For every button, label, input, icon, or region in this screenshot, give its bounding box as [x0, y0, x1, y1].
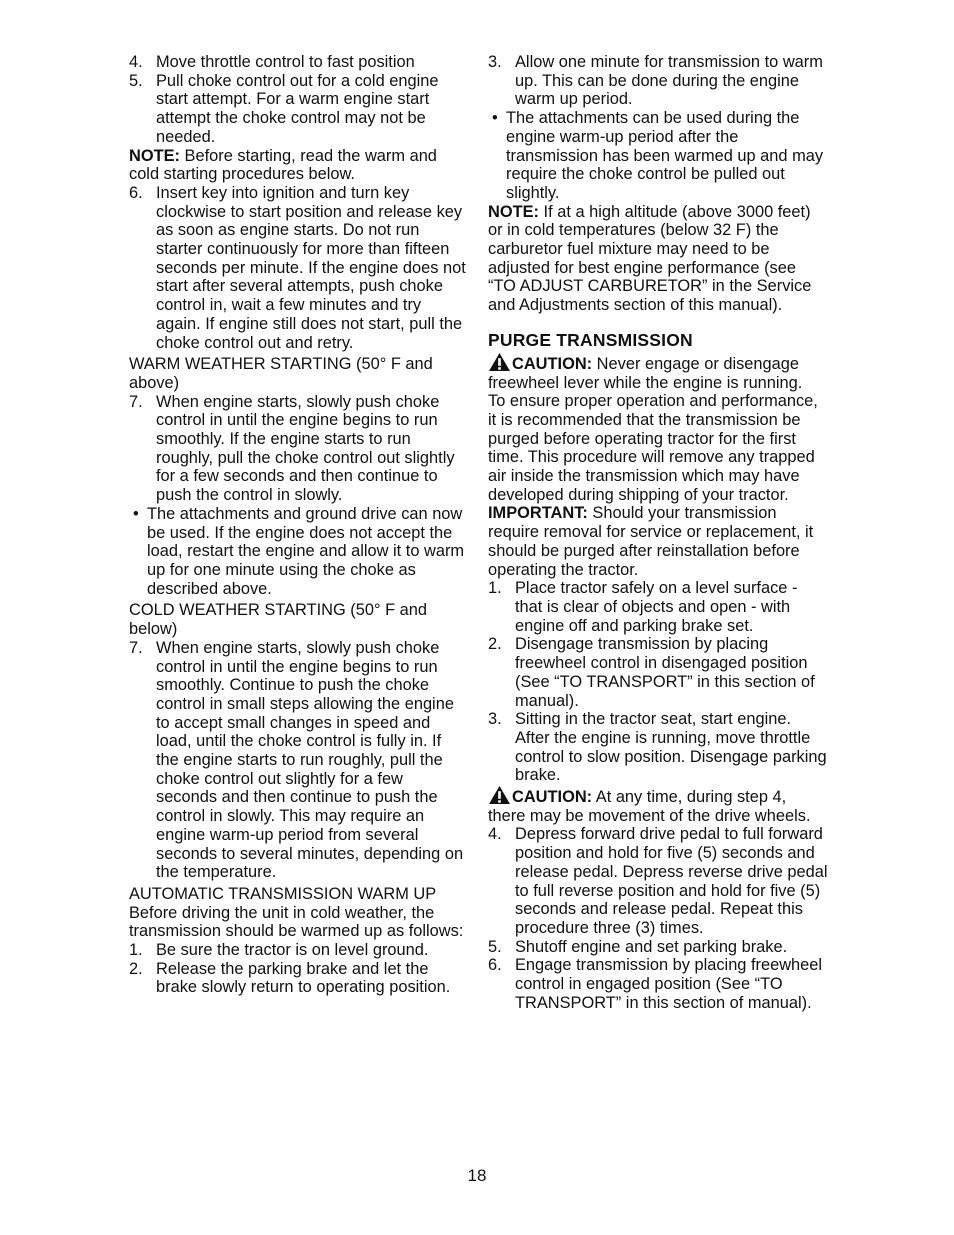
- item-text: The attachments and ground drive can now be used. If the engine does not accept the load, restart the engine and allow it to warm up for one minute using the choke as described above.: [147, 504, 465, 598]
- item-text: When engine starts, slowly push choke control in until the engine begins to run smoothly. Continue to push the choke control in small steps allowing the engine to accept small changes in speed and load, until the choke control is fully in. If the engine starts to run roughly, pull the choke control out slightly for a few seconds and then continue to push the control in slowly. This may require an engine warm-up period from several seconds to several minutes, depending on the temperature.: [156, 638, 464, 882]
- warm-weather-heading: WARM WEATHER STARTING (50° F and above): [129, 355, 433, 392]
- warning-triangle-icon: [488, 352, 511, 372]
- list-item: [129, 960, 467, 997]
- list-item: [488, 938, 828, 957]
- list-item: [488, 825, 828, 937]
- item-number: 4.: [129, 53, 143, 71]
- caution-label: CAUTION:: [512, 354, 593, 373]
- important-label: IMPORTANT:: [488, 504, 588, 523]
- item-text: Depress forward drive pedal to full forward position and hold for five (5) seconds and release pedal. Depress reverse drive pedal to full reverse position and hold for five (5) seconds and release pedal. Repeat this procedure three (3) times.: [515, 825, 828, 937]
- bullet-icon: •: [133, 504, 139, 523]
- item-text: Pull choke control out for a cold engine start attempt. For a warm engine start attempt the choke control may not be needed.: [156, 71, 439, 146]
- item-text: Engage transmission by placing freewheel control in engaged position (See “TO TRANSPORT” in this section of manual).: [515, 956, 823, 1012]
- item-number: 6.: [129, 183, 143, 202]
- note-paragraph: [488, 203, 828, 315]
- note-paragraph: [129, 147, 467, 184]
- list-item: [129, 941, 467, 960]
- item-number: 1.: [488, 579, 502, 598]
- list-item: [488, 635, 828, 710]
- item-text: Be sure the tractor is on level ground.: [156, 941, 429, 960]
- caution-paragraph: [488, 785, 828, 825]
- note-label: NOTE:: [488, 202, 539, 221]
- note-text: Before starting, read the warm and cold starting procedures below.: [129, 146, 437, 184]
- item-text: Release the parking brake and let the brake slowly return to operating position.: [156, 959, 451, 997]
- right-column: [488, 53, 828, 1012]
- item-text: Move throttle control to fast position: [156, 53, 415, 71]
- warning-triangle-icon: [488, 785, 511, 805]
- note-text: If at a high altitude (above 3000 feet) or in cold temperatures (below 32 F) the carburetor fuel mixture may need to be adjusted for best engine performance (see “TO ADJUST CARBURETOR” in the Service and Adjustments section of this manual).: [488, 202, 812, 315]
- list-item: [488, 53, 828, 109]
- list-item: [129, 184, 467, 352]
- caution-text: Never engage or disengage freewheel lever while the engine is running.: [488, 354, 803, 392]
- important-paragraph: [488, 504, 828, 579]
- item-number: 2.: [129, 959, 143, 978]
- list-item: [488, 579, 828, 635]
- list-item: [129, 393, 467, 505]
- page-number: 18: [467, 1166, 487, 1185]
- list-item: [488, 710, 828, 785]
- list-item: [129, 639, 467, 882]
- bullet-item: [129, 505, 467, 599]
- item-text: Shutoff engine and set parking brake.: [515, 937, 788, 956]
- item-number: 5.: [129, 71, 143, 90]
- list-item: [488, 956, 828, 1012]
- item-number: 3.: [488, 710, 502, 729]
- auto-transmission-heading: AUTOMATIC TRANSMISSION WARM UP: [129, 884, 437, 903]
- bullet-item: [488, 109, 828, 203]
- item-number: 3.: [488, 53, 502, 71]
- item-number: 7.: [129, 392, 143, 411]
- list-item: [129, 72, 467, 147]
- item-text: Insert key into ignition and turn key clockwise to start position and release key as soon as engine starts. Do not run starter continuously for more than fifteen seconds per minute. If the engine does not start after several attempts, push choke control in, wait a few minutes and try again. If engine still does not start, pull the choke control out and retry.: [156, 183, 466, 352]
- item-text: Place tractor safely on a level surface - that is clear of objects and open - with engine off and parking brake set.: [515, 579, 798, 635]
- item-number: 1.: [129, 941, 143, 960]
- item-number: 4.: [488, 825, 502, 844]
- important-text: Should your transmission require removal for service or replacement, it should be purged after reinstallation before operating the tractor.: [488, 504, 814, 579]
- item-text: Sitting in the tractor seat, start engine. After the engine is running, move throttle control to slow position. Disengage parking brake.: [515, 710, 827, 785]
- cold-weather-heading: COLD WEATHER STARTING (50° F and below): [129, 601, 427, 639]
- item-text: When engine starts, slowly push choke control in until the engine begins to run smoothly. If the engine starts to run roughly, pull the choke control out slightly for a few seconds and then continue to push the control in slowly.: [156, 392, 455, 505]
- item-text: The attachments can be used during the engine warm-up period after the transmission has been warmed up and may require the choke control be pulled out slightly.: [506, 109, 824, 202]
- item-number: 2.: [488, 635, 502, 654]
- item-text: Disengage transmission by placing freewheel control in disengaged position (See “TO TRANSPORT” in this section of manual).: [515, 635, 815, 710]
- purge-transmission-heading: PURGE TRANSMISSION: [488, 329, 693, 350]
- item-number: 6.: [488, 956, 502, 975]
- list-item: [129, 53, 467, 72]
- left-column: [129, 53, 467, 997]
- caution-text: At any time, during step 4, there may be movement of the drive wheels.: [488, 788, 811, 825]
- caution-paragraph: [488, 352, 828, 392]
- note-label: NOTE:: [129, 146, 180, 165]
- auto-transmission-intro: Before driving the unit in cold weather, the transmission should be warmed up as follows:: [129, 903, 464, 941]
- bullet-icon: •: [492, 109, 498, 128]
- item-number: 5.: [488, 937, 502, 956]
- item-number: 7.: [129, 638, 143, 657]
- purge-intro: To ensure proper operation and performance, it is recommended that the transmission be purged before operating tractor for the first time. This procedure will remove any trapped air inside the transmission which may have developed during shipping of your tractor.: [488, 392, 818, 504]
- caution-label: CAUTION:: [512, 788, 593, 807]
- item-text: Allow one minute for transmission to warm up. This can be done during the engine warm up period.: [515, 53, 823, 109]
